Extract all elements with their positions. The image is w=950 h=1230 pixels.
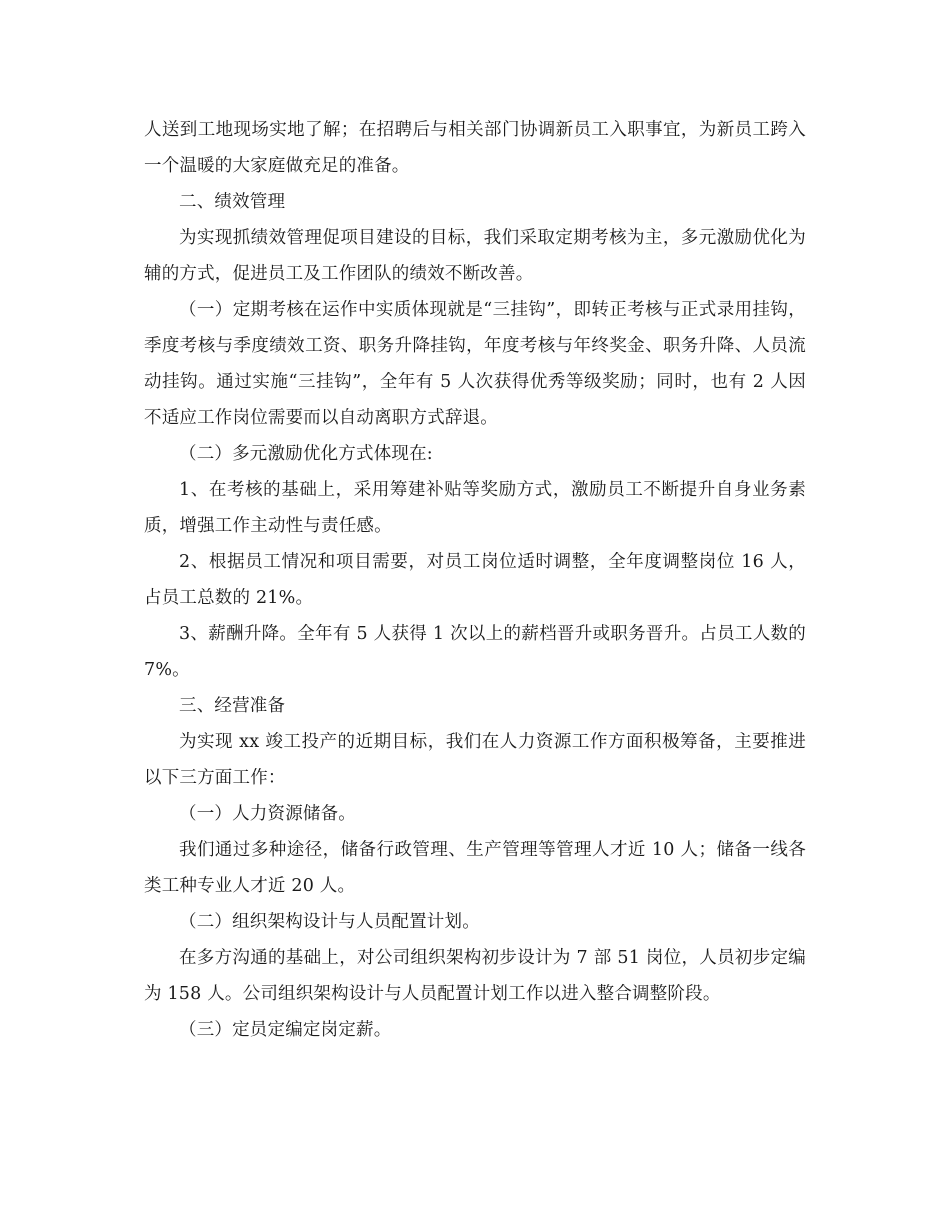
subheading: （一）人力资源储备。 xyxy=(179,804,356,824)
document-body xyxy=(144,112,806,1048)
paragraph: 我们通过多种途径，储备行政管理、生产管理等管理人才近 10 人；储备一线各类工种专业人才近 20 人。 xyxy=(144,840,806,896)
list-item: 2、根据员工情况和项目需要，对员工岗位适时调整，全年度调整岗位 16 人，占员工总数的 21%。 xyxy=(144,552,806,608)
paragraph: 在多方沟通的基础上，对公司组织架构初步设计为 7 部 51 岗位，人员初步定编为 158 人。公司组织架构设计与人员配置计划工作以进入整合调整阶段。 xyxy=(144,948,806,1004)
section-heading-performance: 二、绩效管理 xyxy=(179,192,286,212)
section-heading-operations: 三、经营准备 xyxy=(179,696,286,716)
subheading: （三）定员定编定岗定薪。 xyxy=(179,1020,392,1040)
paragraph: 为实现抓绩效管理促项目建设的目标，我们采取定期考核为主，多元激励优化为辅的方式，促进员工及工作团队的绩效不断改善。 xyxy=(144,228,806,284)
paragraph: 为实现 xx 竣工投产的近期目标，我们在人力资源工作方面积极筹备，主要推进以下三方面工作： xyxy=(144,732,806,788)
list-item: 3、薪酬升降。全年有 5 人获得 1 次以上的薪档晋升或职务晋升。占员工人数的 7%。 xyxy=(144,624,806,680)
list-item: 1、在考核的基础上，采用筹建补贴等奖励方式，激励员工不断提升自身业务素质，增强工作主动性与责任感。 xyxy=(144,480,806,536)
paragraph: 人送到工地现场实地了解；在招聘后与相关部门协调新员工入职事宜，为新员工跨入一个温暖的大家庭做充足的准备。 xyxy=(144,120,806,176)
paragraph: （一）定期考核在运作中实质体现就是“三挂钩”，即转正考核与正式录用挂钩，季度考核与季度绩效工资、职务升降挂钩，年度考核与年终奖金、职务升降、人员流动挂钩。通过实施“三挂钩”，全年有 5 人次获得优秀等级奖励；同时，也有 2 人因不适应工作岗位需要而以自动离职方式辞退。 xyxy=(144,300,806,428)
subheading: （二）多元激励优化方式体现在: xyxy=(179,444,433,464)
subheading: （二）组织架构设计与人员配置计划。 xyxy=(179,912,480,932)
